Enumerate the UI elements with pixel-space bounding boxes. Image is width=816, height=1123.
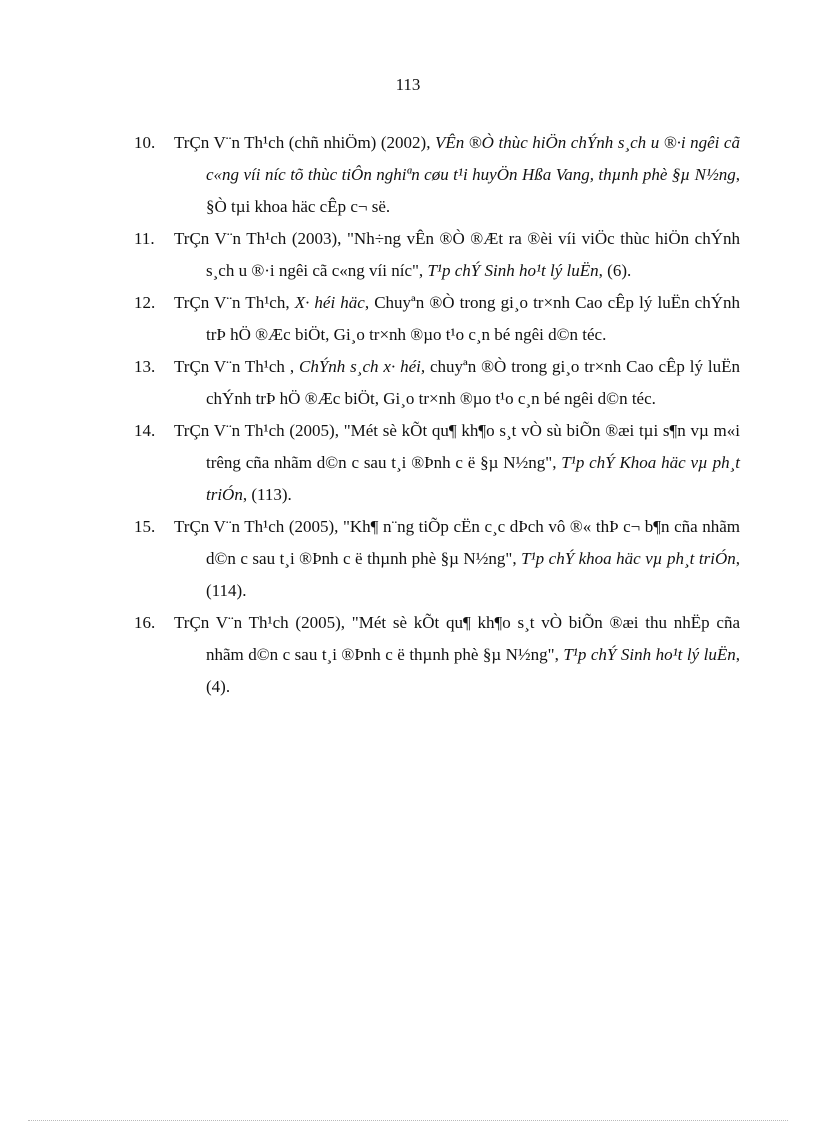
- reference-text: , (113).: [242, 485, 292, 504]
- reference-number: 16.: [134, 613, 156, 632]
- reference-text: , (4).: [206, 645, 740, 696]
- reference-text: , Chuyªn ®Ò trong gi¸o tr×nh Cao cÊp lý luËn chÝnh trÞ hÖ ®Æc biÖt, Gi¸o tr×nh ®µo t¹o c¸n bé ngêi d©n téc.: [206, 293, 741, 344]
- reference-title: T¹p chÝ Khoa häc vµ ph¸t triÓn: [206, 453, 740, 504]
- reference-item: [134, 351, 740, 415]
- reference-item: [134, 223, 740, 287]
- reference-number: 14.: [134, 421, 156, 440]
- reference-text: chuyªn ®Ò trong gi¸o tr×nh Cao cÊp lý luËn chÝnh trÞ hÖ ®Æc biÖt, Gi¸o tr×nh ®µo t¹o c¸n bé ngêi d©n téc.: [206, 357, 740, 408]
- reference-text: TrÇn V¨n Th¹ch (chñ nhiÖm) (2002),: [174, 133, 435, 152]
- reference-item: [134, 511, 740, 607]
- reference-title: T¹p chÝ khoa häc vµ ph¸t triÓn: [521, 549, 736, 568]
- reference-number: 11.: [134, 229, 155, 248]
- reference-text: , §Ò tµi khoa häc cÊp c¬ së.: [206, 165, 740, 216]
- reference-text: TrÇn V¨n Th¹ch,: [174, 293, 295, 312]
- reference-text: TrÇn V¨n Th¹ch (2005), "Kh¶ n¨ng tiÕp cËn c¸c dÞch vô ®« thÞ c¬ b¶n cña nhãm d©n c sau t¸i ®Þnh c ë thµnh phè §µ N½ng",: [174, 517, 740, 568]
- reference-list: [134, 127, 740, 703]
- reference-title: T¹p chÝ Sinh ho¹t lý luËn: [563, 645, 736, 664]
- reference-text: TrÇn V¨n Th¹ch (2003), "Nh÷ng vÊn ®Ò ®Æt ra ®èi víi viÖc thùc hiÖn chÝnh s¸ch u ®·i ngêi cã c«ng víi níc",: [174, 229, 740, 280]
- reference-title: ChÝnh s¸ch x· héi,: [298, 357, 426, 376]
- reference-item: [134, 287, 740, 351]
- reference-number: 10.: [134, 133, 156, 152]
- reference-title: T¹p chÝ Sinh ho¹t lý luËn: [427, 261, 599, 280]
- reference-text: TrÇn V¨n Th¹ch (2005), "Mét sè kÕt qu¶ kh¶o s¸t vÒ sù biÕn ®æi tµi s¶n vµ m«i trêng cña nhãm d©n c sau t¸i ®Þnh c ë §µ N½ng",: [174, 421, 740, 472]
- reference-text: TrÇn V¨n Th¹ch (2005), "Mét sè kÕt qu¶ kh¶o s¸t vÒ biÕn ®æi thu nhËp cña nhãm d©n c sau t¸i ®Þnh c ë thµnh phè §µ N½ng",: [174, 613, 740, 664]
- reference-text: , (114).: [206, 549, 740, 600]
- footer-divider: [28, 1120, 788, 1121]
- reference-item: [134, 415, 740, 511]
- reference-item: [134, 607, 740, 703]
- reference-title: X· héi häc: [294, 293, 365, 312]
- reference-title: VÊn ®Ò thùc hiÖn chÝnh s¸ch u ®·i ngêi cã c«ng víi níc tõ thùc tiÔn nghiªn cøu t¹i huyÖn Hßa Vang, thµnh phè §µ N½ng: [206, 133, 740, 184]
- reference-text: , (6).: [598, 261, 632, 280]
- reference-number: 15.: [134, 517, 156, 536]
- reference-number: 13.: [134, 357, 156, 376]
- reference-item: [134, 127, 740, 223]
- reference-text: TrÇn V¨n Th¹ch ,: [174, 357, 299, 376]
- page-number: 113: [395, 75, 421, 94]
- reference-number: 12.: [134, 293, 156, 312]
